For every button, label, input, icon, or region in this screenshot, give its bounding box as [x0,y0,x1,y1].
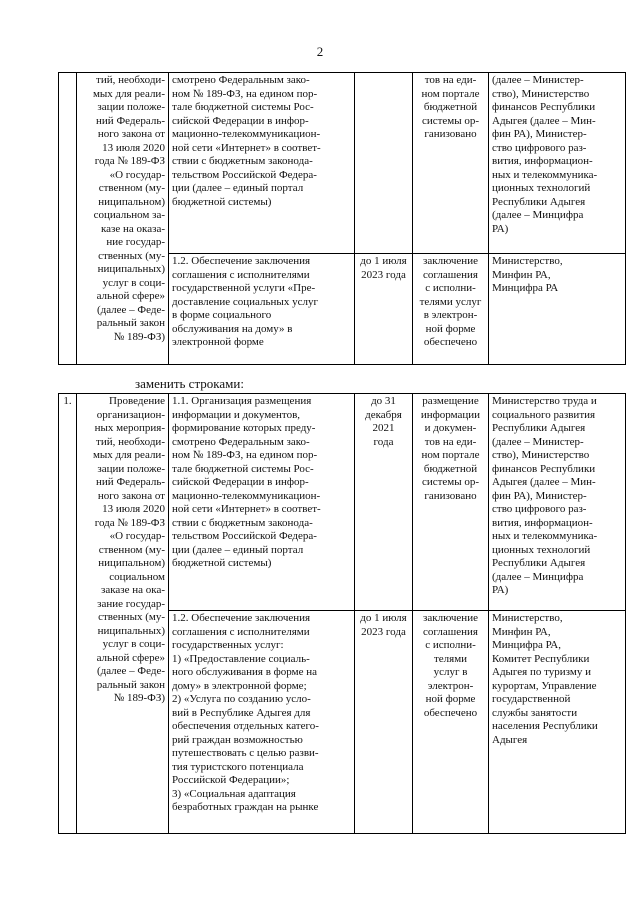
activity-cell: тий, необходи- мых для реали- зации положе- ний Федераль- ного закона от 13 июля 2020 года № 189-ФЗ «О государ- ственном (му- ниципальном) социальном за- казе на оказа- ние государ- ственных (му- ниципальных) услуг в соци- альной сфере» (далее – Феде- ральный закон № 189-ФЗ) [77,73,169,365]
old-rows-table [58,72,626,365]
page-number: 2 [316,44,324,59]
result-cell: размещение информации и докумен- тов на еди- ном портале бюджетной системы ор- ганизовано [413,394,489,611]
term-cell [355,73,413,254]
task-cell: 1.2. Обеспечение заключения соглашения с исполнителями государственной услуги «Пре- доставление социальных услуг в форме социального обслуживания на дому» в электронной форме [169,254,355,365]
result-cell: заключение соглашения с исполни- телями услуг в электрон- ной форме обеспечено [413,611,489,834]
executor-cell: Министерство труда и социального развития Республики Адыгея (далее – Министер- ство), Министерство финансов Республики Адыгея (далее – Мин- фин РА), Министер- ство цифрового раз- вития, информацион- ных и телекоммуника- ционных технологий Республики Адыгея (далее – Минцифра РА) [489,394,626,611]
task-cell: 1.2. Обеспечение заключения соглашения с исполнителями государственных услуг: 1) «Предоставление социаль- ного обслуживания в форме на дому» в электронной форме; 2) «Услуга по созданию усло- вий в Республике Адыгея для обеспечения отдельных катего- рий граждан возможностью путешествовать с целью разви- тия туристского потенциала Российской Федерации»; 3) «Социальная адаптация безработных граждан на рынке [169,611,355,834]
executor-cell: Министерство, Минфин РА, Минцифра РА [489,254,626,365]
term-cell: до 31 декабря 2021 года [355,394,413,611]
executor-cell: Министерство, Минфин РА, Минцифра РА, Комитет Республики Адыгея по туризму и курортам, Управление государственной службы занятости населения Республики Адыгея [489,611,626,834]
number-cell: 1. [59,394,77,834]
result-cell: тов на еди- ном портале бюджетной системы ор- ганизовано [413,73,489,254]
number-cell [59,73,77,365]
term-cell: до 1 июля 2023 года [355,254,413,365]
task-cell: 1.1. Организация размещения информации и документов, формирование которых преду- смотрено Федеральным зако- ном № 189-ФЗ, на едином пор- тале бюджетной системы Рос- сийской Федерации в инфор- мационно-телекоммуникацион- ной сети «Интернет» в соответ- ствии с бюджетным законода- тельством Российской Федера- ции (далее – единый портал бюджетной системы) [169,394,355,611]
result-cell: заключение соглашения с исполни- телями услуг в электрон- ной форме обеспечено [413,254,489,365]
table-row [59,73,626,254]
executor-cell: (далее – Министер- ство), Министерство финансов Республики Адыгея (далее – Мин- фин РА), Министер- ство цифрового раз- вития, информацион- ных и телекоммуника- ционных технологий Республики Адыгея (далее – Минцифра РА) [489,73,626,254]
term-cell: до 1 июля 2023 года [355,611,413,834]
activity-cell: Проведение организацион- ных мероприя- тий, необходи- мых для реали- зации положе- ний Федераль- ного закона от 13 июля 2020 года № 189-ФЗ «О государ- ственном (му- ниципальном) социальном заказе на ока- зание государ- ственных (му- ниципальных) услуг в соци- альной сфере» (далее – Феде- ральный закон № 189-ФЗ) [77,394,169,834]
task-cell: смотрено Федеральным зако- ном № 189-ФЗ, на едином пор- тале бюджетной системы Рос- сийской Федерации в инфор- мационно-телекоммуникацион- ной сети «Интернет» в соответ- ствии с бюджетным законода- тельством Российской Федера- ции (далее – единый портал бюджетной системы) [169,73,355,254]
replace-instruction: заменить строками: [135,376,244,391]
table-row [59,394,626,611]
new-rows-table [58,393,626,834]
